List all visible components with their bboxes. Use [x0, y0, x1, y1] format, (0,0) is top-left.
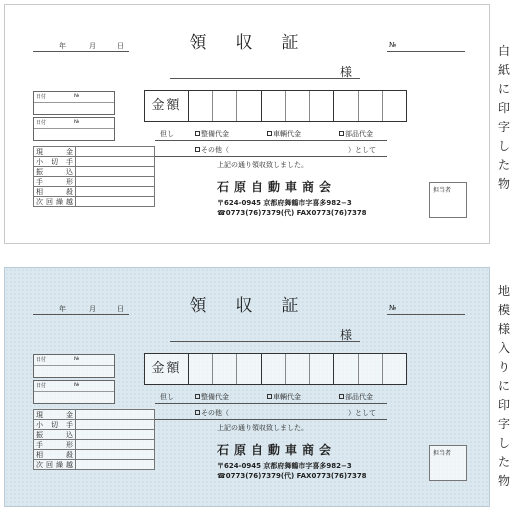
company-address: 〒624-0945 京都府舞鶴市字喜多982−3	[217, 199, 352, 207]
checkbox	[267, 394, 272, 399]
staff-stamp-box: 担当者	[429, 445, 467, 481]
amount-box	[144, 90, 407, 122]
stub-box: 日付 №	[33, 91, 115, 115]
option-sharyo: 車輌代金	[267, 392, 301, 402]
option-seibi: 整備代金	[195, 392, 229, 402]
table-row: 次回繰越	[34, 197, 155, 207]
checkbox	[339, 394, 344, 399]
honorific: 様	[340, 65, 353, 79]
option-other: その他（	[195, 145, 229, 155]
table-row: 小切手	[34, 420, 155, 430]
year-label: 年	[59, 42, 66, 50]
toshite-label: ）として	[348, 409, 376, 417]
tadashi-label: 但し	[160, 130, 174, 138]
table-row: 振込	[34, 167, 155, 177]
table-row: 現金	[34, 147, 155, 157]
stub-box: 日付 №	[33, 354, 115, 378]
table-row: 小切手	[34, 157, 155, 167]
option-buhin: 部品代金	[339, 392, 373, 402]
honorific: 様	[340, 328, 353, 342]
table-row: 手形	[34, 440, 155, 450]
checkbox	[195, 410, 200, 415]
company-phone: ☎0773(76)7379(代) FAX0773(76)7378	[217, 209, 367, 217]
received-text: 上記の通り領収致しました。	[217, 424, 308, 432]
company-name: 石原自動車商会	[217, 443, 337, 457]
option-buhin: 部品代金	[339, 129, 373, 139]
caption-plain: 白紙に印字した物	[497, 44, 510, 191]
option-other: その他（	[195, 408, 229, 418]
toshite-label: ）として	[348, 146, 376, 154]
month-label: 月	[89, 305, 96, 313]
receipt-title: 領 収 証	[189, 296, 299, 316]
amount-label: 金額	[145, 354, 189, 384]
table-row: 現金	[34, 410, 155, 420]
checkbox	[195, 394, 200, 399]
option-seibi: 整備代金	[195, 129, 229, 139]
option-sharyo: 車輌代金	[267, 129, 301, 139]
receipt-title: 領 収 証	[189, 33, 299, 53]
payment-method-table	[33, 146, 155, 207]
table-row: 相殺	[34, 450, 155, 460]
staff-stamp-box: 担当者	[429, 182, 467, 218]
payment-method-table	[33, 409, 155, 470]
receipt-number-label: №	[389, 304, 397, 312]
receipt-plain	[4, 4, 490, 244]
company-address: 〒624-0945 京都府舞鶴市字喜多982−3	[217, 462, 352, 470]
checkbox	[339, 131, 344, 136]
table-row: 手形	[34, 177, 155, 187]
year-label: 年	[59, 305, 66, 313]
table-row: 振込	[34, 430, 155, 440]
table-row: 相殺	[34, 187, 155, 197]
received-text: 上記の通り領収致しました。	[217, 161, 308, 169]
checkbox	[195, 131, 200, 136]
receipt-tinted	[4, 267, 490, 507]
table-row: 次回繰越	[34, 460, 155, 470]
checkbox	[267, 131, 272, 136]
stub-box: 日付 №	[33, 117, 115, 141]
stub-box: 日付 №	[33, 380, 115, 404]
caption-tinted: 地模様入りに印字した物	[497, 284, 510, 488]
tadashi-label: 但し	[160, 393, 174, 401]
amount-label: 金額	[145, 91, 189, 121]
company-name: 石原自動車商会	[217, 180, 337, 194]
day-label: 日	[117, 42, 124, 50]
day-label: 日	[117, 305, 124, 313]
receipt-number-label: №	[389, 41, 397, 49]
amount-box	[144, 353, 407, 385]
checkbox	[195, 147, 200, 152]
month-label: 月	[89, 42, 96, 50]
company-phone: ☎0773(76)7379(代) FAX0773(76)7378	[217, 472, 367, 480]
